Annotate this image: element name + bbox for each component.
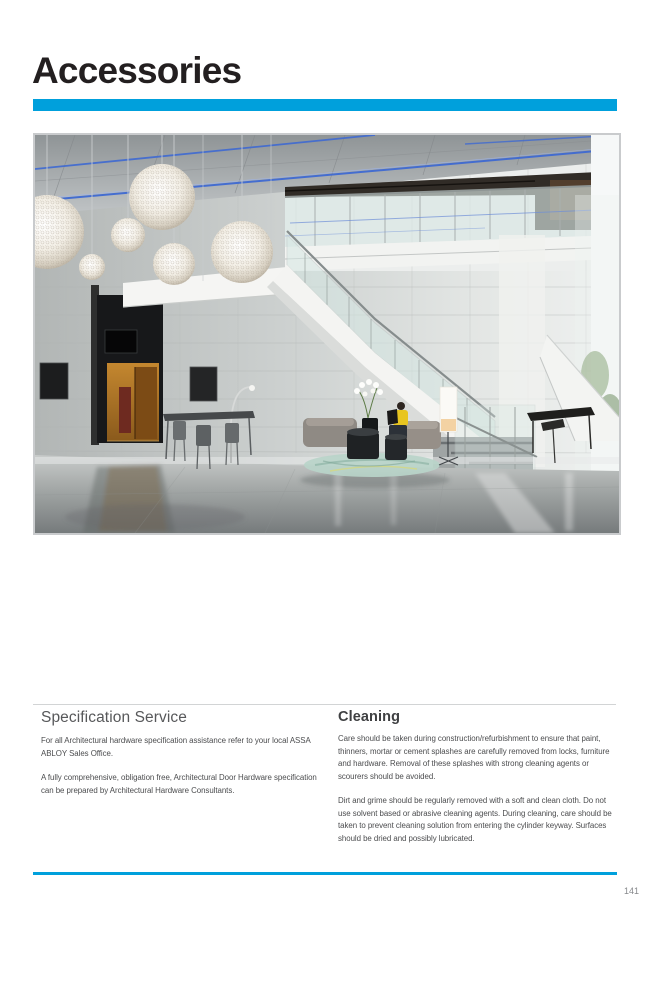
- lobby-photo-frame: [33, 133, 621, 535]
- footer-accent-rule: [33, 872, 617, 875]
- cleaning-heading: Cleaning: [338, 709, 401, 725]
- cleaning-section: [338, 709, 614, 857]
- specification-service-section: [41, 709, 319, 809]
- specification-service-heading: Specification Service: [41, 709, 187, 726]
- page-number: 141: [624, 886, 640, 896]
- page-title: Accessories: [32, 50, 242, 91]
- wall-screen: [105, 330, 137, 353]
- cleaning-paragraph: Care should be taken during construction/refurbishment to ensure that paint, thinners, mortar or cement splashes are carefully removed from locks, furniture and hardware. Removal of these splashes with strong cleaning agents or scourers should be avoided.: [338, 734, 610, 781]
- lobby-photo: [35, 135, 619, 533]
- section-divider-rule: [33, 704, 616, 705]
- cleaning-paragraph: Dirt and grime should be regularly removed with a soft and clean cloth. Do not use solvent based or abrasive cleaning agents. During cleaning, care should be taken to prevent cleaning solution from entering the cylinder keyway. Surfaces should be dried and possibly lubricated.: [338, 796, 612, 843]
- specification-service-paragraph: A fully comprehensive, obligation free, Architectural Door Hardware specification can be prepared by Architectural Hardware Consultants.: [41, 773, 317, 795]
- doorway: [91, 285, 163, 445]
- title-accent-bar: [33, 99, 617, 111]
- specification-service-paragraph: For all Architectural hardware specification assistance refer to your local ASSA ABLOY Sales Office.: [41, 736, 311, 758]
